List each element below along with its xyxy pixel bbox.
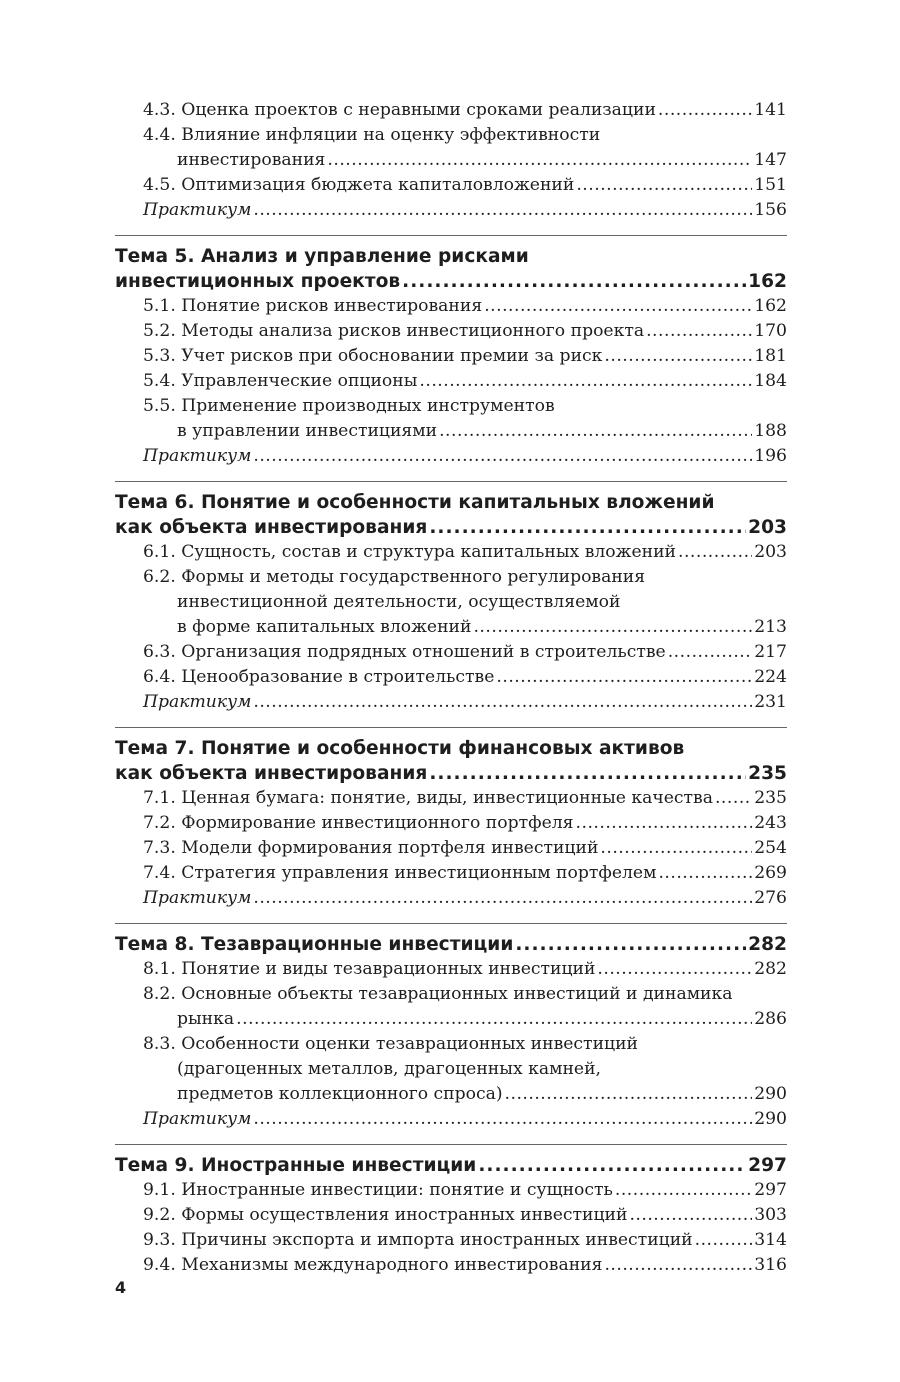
toc-entry-row [115,1228,787,1253]
toc-entry-text: 7.3. Модели формирования портфеля инвестиций [143,838,599,858]
dot-leader [402,269,746,294]
toc-entry-row [115,419,787,444]
toc-entry-text: 4.3. Оценка проектов с неравными сроками реализации [143,100,656,120]
toc-entry-text: 7.2. Формирование инвестиционного портфеля [143,813,574,833]
dot-leader [505,1082,753,1107]
toc-entry-text: рынка [177,1009,235,1029]
toc-theme-entry [115,481,787,540]
toc-section-entry [115,957,787,982]
toc-entry-text-line: 6.2. Формы и методы государственного регулирования [143,567,646,587]
dot-leader [715,786,752,811]
dot-leader [253,886,752,911]
toc-section-entry [115,319,787,344]
toc-entry-text: как объекта инвестирования [115,763,428,784]
toc-entry-text-line: 8.3. Особенности оценки тезаврационных инвестиций [143,1034,638,1054]
toc-entry-text: в форме капитальных вложений [177,617,472,637]
toc-section-entry [115,1253,787,1278]
toc-page-number: 297 [748,1155,787,1176]
toc-page-number: 231 [754,692,787,712]
toc-entry-row [115,1253,787,1278]
toc-page-number: 269 [754,863,787,883]
dot-leader [658,98,752,123]
toc-entry-row [115,319,787,344]
toc-entry-row [115,786,787,811]
toc-entry-text: Практикум [143,446,252,466]
toc-page-number: 203 [754,542,787,562]
toc-entry-text: 9.1. Иностранные инвестиции: понятие и сущность [143,1180,613,1200]
toc-section-entry [115,394,787,444]
toc-entry-row [115,1082,787,1107]
toc-page-number: 276 [754,888,787,908]
toc-section-entry [115,861,787,886]
toc-section-entry [115,1203,787,1228]
toc-practicum-entry [115,198,787,223]
dot-leader [253,198,752,223]
toc-page-number: 314 [754,1230,787,1250]
dot-leader [429,515,746,540]
toc-practicum-entry [115,690,787,715]
toc-entry-row [115,515,787,540]
toc-page-number: 290 [754,1084,787,1104]
toc-entry-text: 5.3. Учет рисков при обосновании премии за риск [143,346,603,366]
toc-entry-text: предметов коллекционного спроса) [177,1084,503,1104]
toc-entry-text: Тема 9. Иностранные инвестиции [115,1155,477,1176]
toc-section-entry [115,173,787,198]
toc-entry-row [115,1203,787,1228]
toc-entry-row [115,344,787,369]
toc-page-number: 282 [748,934,787,955]
toc-entry-text: 9.4. Механизмы международного инвестирования [143,1255,603,1275]
dot-leader [236,1007,752,1032]
toc-entry-text: Тема 8. Тезаврационные инвестиции [115,934,514,955]
toc-section-entry [115,665,787,690]
toc-section-entry [115,982,787,1032]
toc-entry-text-line: 8.2. Основные объекты тезаврационных инвестиций и динамика [143,984,733,1004]
dot-leader [604,1253,752,1278]
toc-section-entry [115,786,787,811]
toc-section-entry [115,1228,787,1253]
toc-theme-entry [115,923,787,957]
toc-entry-row [115,665,787,690]
toc-entry-row [115,886,787,911]
toc-entry-text: Практикум [143,200,252,220]
toc-entry-text: 6.3. Организация подрядных отношений в строительстве [143,642,666,662]
toc-page-number: 162 [748,271,787,292]
toc-section-entry [115,344,787,369]
toc-entry-text: инвестиционных проектов [115,271,401,292]
dot-leader [576,173,752,198]
toc-page-number: 243 [754,813,787,833]
toc-entry-row [115,640,787,665]
toc-page-number: 162 [754,296,787,316]
toc-entry-text: Практикум [143,888,252,908]
toc-page-number: 188 [754,421,787,441]
toc-entry-text: 8.1. Понятие и виды тезаврационных инвестиций [143,959,596,979]
toc-entry-text: 7.4. Стратегия управления инвестиционным портфелем [143,863,657,883]
toc-entry-text: 5.2. Методы анализа рисков инвестиционного проекта [143,321,645,341]
dot-leader [478,1153,746,1178]
toc-section-entry [115,294,787,319]
toc-entry-row [115,811,787,836]
toc-page-number: 181 [754,346,787,366]
toc-page-number: 282 [754,959,787,979]
toc-entry-text-line: Тема 5. Анализ и управление рисками [115,246,529,267]
toc-theme-entry [115,727,787,786]
toc-entry-row [115,1107,787,1132]
toc-section-entry [115,369,787,394]
toc-entry-row [115,444,787,469]
dot-leader [604,344,752,369]
dot-leader [484,294,752,319]
toc-entry-row [115,1007,787,1032]
toc-entry-text: в управлении инвестициями [177,421,438,441]
toc-practicum-entry [115,444,787,469]
toc-entry-text: 4.5. Оптимизация бюджета капиталовложений [143,175,575,195]
dot-leader [695,1228,753,1253]
toc-page-number: 286 [754,1009,787,1029]
toc-entry-text: 5.1. Понятие рисков инвестирования [143,296,483,316]
toc-section-entry [115,565,787,640]
toc-page-number: 147 [754,150,787,170]
toc-entry-row [115,836,787,861]
toc-page-number: 235 [754,788,787,808]
dot-leader [429,761,746,786]
toc-entry-row [115,173,787,198]
dot-leader [600,836,752,861]
toc-section-entry [115,1178,787,1203]
toc-page-number: 213 [754,617,787,637]
toc-entry-text: Практикум [143,1109,252,1129]
toc-entry-row [115,1178,787,1203]
toc-page-number: 235 [748,763,787,784]
toc-entry-row [115,540,787,565]
toc-page-number: 297 [754,1180,787,1200]
toc-entry-text: 5.4. Управленческие опционы [143,371,418,391]
toc-page-number: 151 [754,175,787,195]
toc-entry-row [115,690,787,715]
toc-entry-text: как объекта инвестирования [115,517,428,538]
dot-leader [496,665,752,690]
toc-page-number: 156 [754,200,787,220]
toc-entry-row [115,957,787,982]
dot-leader [253,444,752,469]
toc-entry-row [115,761,787,786]
toc-entry-row [115,269,787,294]
toc-section-entry [115,640,787,665]
dot-leader [473,615,752,640]
toc-section-entry [115,836,787,861]
toc-page-number: 290 [754,1109,787,1129]
toc-entry-row [115,148,787,173]
dot-leader [646,319,752,344]
toc-entry-text: 6.4. Ценообразование в строительстве [143,667,495,687]
toc-section-entry [115,811,787,836]
toc-entry-text-line: 4.4. Влияние инфляции на оценку эффективности [143,125,601,145]
dot-leader [439,419,752,444]
toc-practicum-entry [115,886,787,911]
toc-theme-entry [115,1144,787,1178]
dot-leader [597,957,752,982]
toc-page-number: 203 [748,517,787,538]
toc-page-number: 254 [754,838,787,858]
toc-entry-text-line: инвестиционной деятельности, осуществляемой [177,592,621,612]
toc-page-number: 184 [754,371,787,391]
toc-entry-text-line: 5.5. Применение производных инструментов [143,396,555,416]
dot-leader [658,861,752,886]
dot-leader [253,690,752,715]
dot-leader [615,1178,752,1203]
dot-leader [668,640,752,665]
toc-entry-row [115,98,787,123]
toc-section-entry [115,123,787,173]
toc-entry-text-line: Тема 7. Понятие и особенности финансовых активов [115,738,685,759]
toc-practicum-entry [115,1107,787,1132]
toc-page-number: 170 [754,321,787,341]
toc-theme-entry [115,235,787,294]
dot-leader [629,1203,752,1228]
toc-entry-text: 9.2. Формы осуществления иностранных инвестиций [143,1205,628,1225]
toc-entry-row [115,932,787,957]
dot-leader [576,811,753,836]
toc-entry-text-line: Тема 6. Понятие и особенности капитальных вложений [115,492,715,513]
toc-page-number: 217 [754,642,787,662]
toc-section-entry [115,98,787,123]
toc-page-number: 303 [754,1205,787,1225]
toc-entry-text: инвестирования [177,150,326,170]
table-of-contents [115,98,787,1278]
toc-entry-text: Практикум [143,692,252,712]
toc-entry-text: 6.1. Сущность, состав и структура капитальных вложений [143,542,676,562]
toc-entry-text: 9.3. Причины экспорта и импорта иностранных инвестиций [143,1230,693,1250]
toc-entry-text-line: (драгоценных металлов, драгоценных камней, [177,1059,602,1079]
toc-page-number: 224 [754,667,787,687]
toc-section-entry [115,540,787,565]
page-number: 4 [115,1278,127,1297]
toc-section-entry [115,1032,787,1107]
toc-entry-row [115,1153,787,1178]
toc-entry-row [115,198,787,223]
toc-entry-row [115,861,787,886]
dot-leader [419,369,752,394]
toc-entry-row [115,294,787,319]
toc-entry-row [115,615,787,640]
toc-entry-text: 7.1. Ценная бумага: понятие, виды, инвестиционные качества [143,788,713,808]
dot-leader [327,148,752,173]
toc-entry-row [115,369,787,394]
toc-page-number: 196 [754,446,787,466]
dot-leader [515,932,746,957]
dot-leader [678,540,752,565]
toc-page-number: 316 [754,1255,787,1275]
dot-leader [253,1107,752,1132]
toc-page-number: 141 [754,100,787,120]
